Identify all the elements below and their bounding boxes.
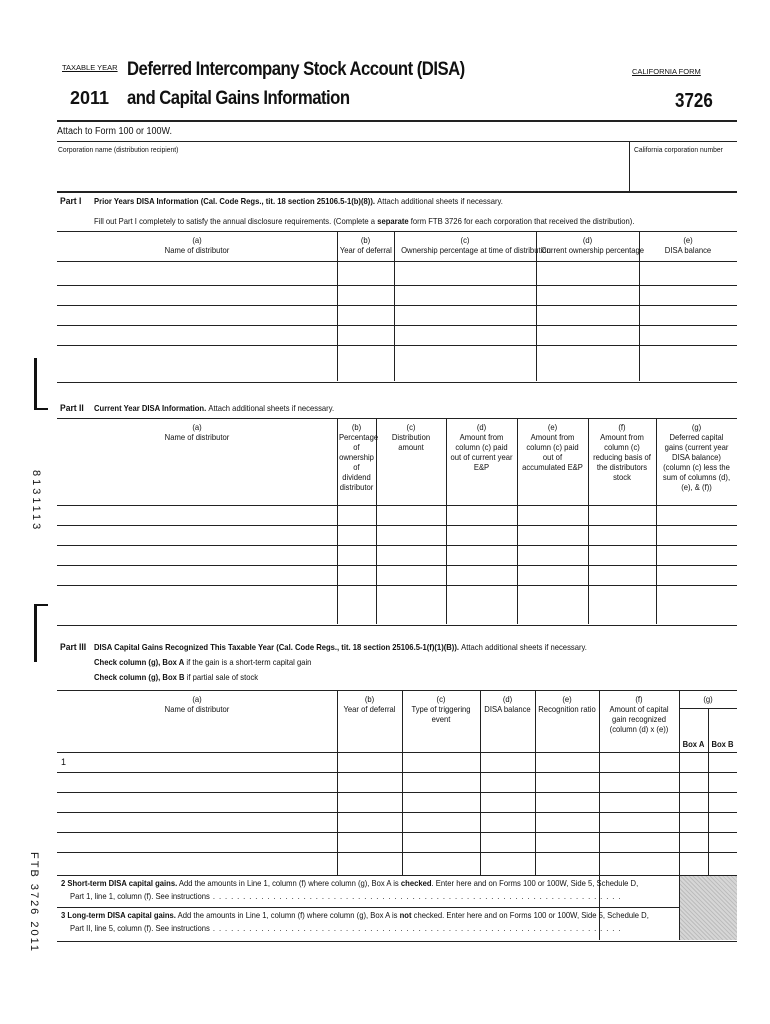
- line3-amount-field[interactable]: [600, 908, 678, 939]
- tax-year: 2011: [70, 88, 110, 108]
- shaded-area: [680, 876, 737, 940]
- part3-check-b: Check column (g), Box B if partial sale of stock: [94, 672, 259, 682]
- header-rule: [57, 120, 737, 122]
- part1-col-e-header: (e) DISA balance: [664, 235, 712, 255]
- part1-col-d-header: (d) Current ownership percentage: [541, 235, 645, 255]
- part3-label: Part III: [60, 642, 87, 653]
- part3-table: [57, 690, 737, 942]
- corporation-name-field[interactable]: [58, 156, 623, 186]
- part3-col-d-header: (d) DISA balance: [484, 694, 531, 714]
- line2-amount-field[interactable]: [600, 876, 678, 906]
- box-b-checkboxes[interactable]: [709, 753, 737, 875]
- part3-col-b-header: (b) Year of deferral: [343, 694, 396, 714]
- barcode-number: 8131113: [30, 470, 42, 533]
- line1-entry-rows[interactable]: [57, 753, 679, 875]
- part1-instructions: Fill out Part I completely to satisfy the annual disclosure requirements. (Complete a separate form FTB 3726 for each corporation that received the distribution).: [94, 216, 635, 226]
- part3-col-c-header: (c) Type of triggering event: [411, 694, 471, 724]
- corporation-number-label: California corporation number: [634, 145, 723, 154]
- line3-continuation: Part II, line 5, column (f). See instructions . . . . . . . . . . . . . . . . . . . . . . . . . . . . . . . . . . . . . . . . . . . . . . . . . . . . . . . . . . . . . . . . . . . .: [70, 923, 622, 933]
- box-a-checkboxes[interactable]: [680, 753, 708, 875]
- part2-col-g-header: (g) Deferred capital gains (current year DISA balance) (column (c) less the sum of columns (d), (e), & (f)): [662, 422, 731, 492]
- registration-mark-2: [34, 604, 37, 662]
- part1-heading: Prior Years DISA Information (Cal. Code Regs., tit. 18 section 25106.5-1(b)(8)). Attach additional sheets if necessary.: [94, 196, 503, 206]
- registration-mark-2-tick: [34, 604, 48, 606]
- part3-check-a: Check column (g), Box A if the gain is a short-term capital gain: [94, 657, 312, 667]
- part2-col-c-header: (c) Distribution amount: [391, 422, 431, 452]
- part1-label: Part I: [60, 196, 82, 207]
- part2-col-e-header: (e) Amount from column (c) paid out of accumulated E&P: [522, 422, 583, 472]
- box-a-label: Box A: [682, 739, 705, 749]
- part1-col-a-header: (a) Name of distributor: [164, 235, 230, 255]
- part2-col-a-header: (a) Name of distributor: [164, 422, 230, 442]
- part2-label: Part II: [60, 403, 84, 414]
- name-rule-top: [57, 141, 737, 142]
- footer-form-id: FTB 3726 2011: [28, 852, 40, 954]
- attach-instruction: Attach to Form 100 or 100W.: [57, 126, 173, 137]
- line3-text: 3 Long-term DISA capital gains. Add the amounts in Line 1, column (f) where column (g), Box A is not checked. Enter here and on Forms 100 or 100W, Side 5, Schedule D,: [61, 910, 649, 920]
- line2-continuation: Part 1, line 1, column (f). See instructions . . . . . . . . . . . . . . . . . . . . . . . . . . . . . . . . . . . . . . . . . . . . . . . . . . . . . . . . . . . . . . . . . . . .: [70, 891, 622, 901]
- california-form-label: CALIFORNIA FORM: [632, 67, 701, 76]
- form-title-line1: Deferred Intercompany Stock Account (DISA): [127, 59, 465, 80]
- form-number: 3726: [675, 90, 713, 112]
- registration-mark-1: [34, 358, 37, 410]
- name-rule-bottom: [57, 191, 737, 193]
- part3-heading: DISA Capital Gains Recognized This Taxable Year (Cal. Code Regs., tit. 18 section 25106.5-1(f)(1)(B)). Attach additional sheets if necessary.: [94, 642, 587, 652]
- part2-col-b-header: (b) Percentage of ownership of dividend distributor: [338, 422, 379, 492]
- box-b-label: Box B: [711, 739, 734, 749]
- line1-number: 1: [61, 757, 67, 767]
- registration-mark-1-tick: [34, 408, 48, 410]
- corporation-number-field[interactable]: [634, 156, 734, 186]
- part2-table: [57, 418, 737, 626]
- taxable-year-label: TAXABLE YEAR: [62, 63, 118, 72]
- part3-col-a-header: (a) Name of distributor: [164, 694, 230, 714]
- part3-col-e-header: (e) Recognition ratio: [538, 694, 596, 714]
- part3-col-g-header: (g): [703, 694, 713, 704]
- part2-col-d-header: (d) Amount from column (c) paid out of current year E&P: [450, 422, 513, 472]
- part1-col-c-header: (c) Ownership percentage at time of distribution: [401, 235, 551, 255]
- part1-col-b-header: (b) Year of deferral: [339, 235, 392, 255]
- part1-table: [57, 231, 737, 383]
- form-title-line2: and Capital Gains Information: [127, 88, 350, 109]
- name-divider: [629, 141, 630, 191]
- part1-entry-rows[interactable]: [57, 262, 737, 381]
- line2-text: 2 Short-term DISA capital gains. Add the amounts in Line 1, column (f) where column (g), Box A is checked. Enter here and on Forms 100 or 100W, Side 5, Schedule D,: [61, 878, 639, 888]
- corporation-name-label: Corporation name (distribution recipient): [58, 145, 179, 154]
- part2-entry-rows[interactable]: [57, 506, 737, 624]
- part3-col-f-header: (f) Amount of capital gain recognized (column (d) x (e)): [609, 694, 669, 734]
- part2-heading: Current Year DISA Information. Attach additional sheets if necessary.: [94, 403, 335, 413]
- part2-col-f-header: (f) Amount from column (c) reducing basis of the distributors stock: [593, 422, 651, 482]
